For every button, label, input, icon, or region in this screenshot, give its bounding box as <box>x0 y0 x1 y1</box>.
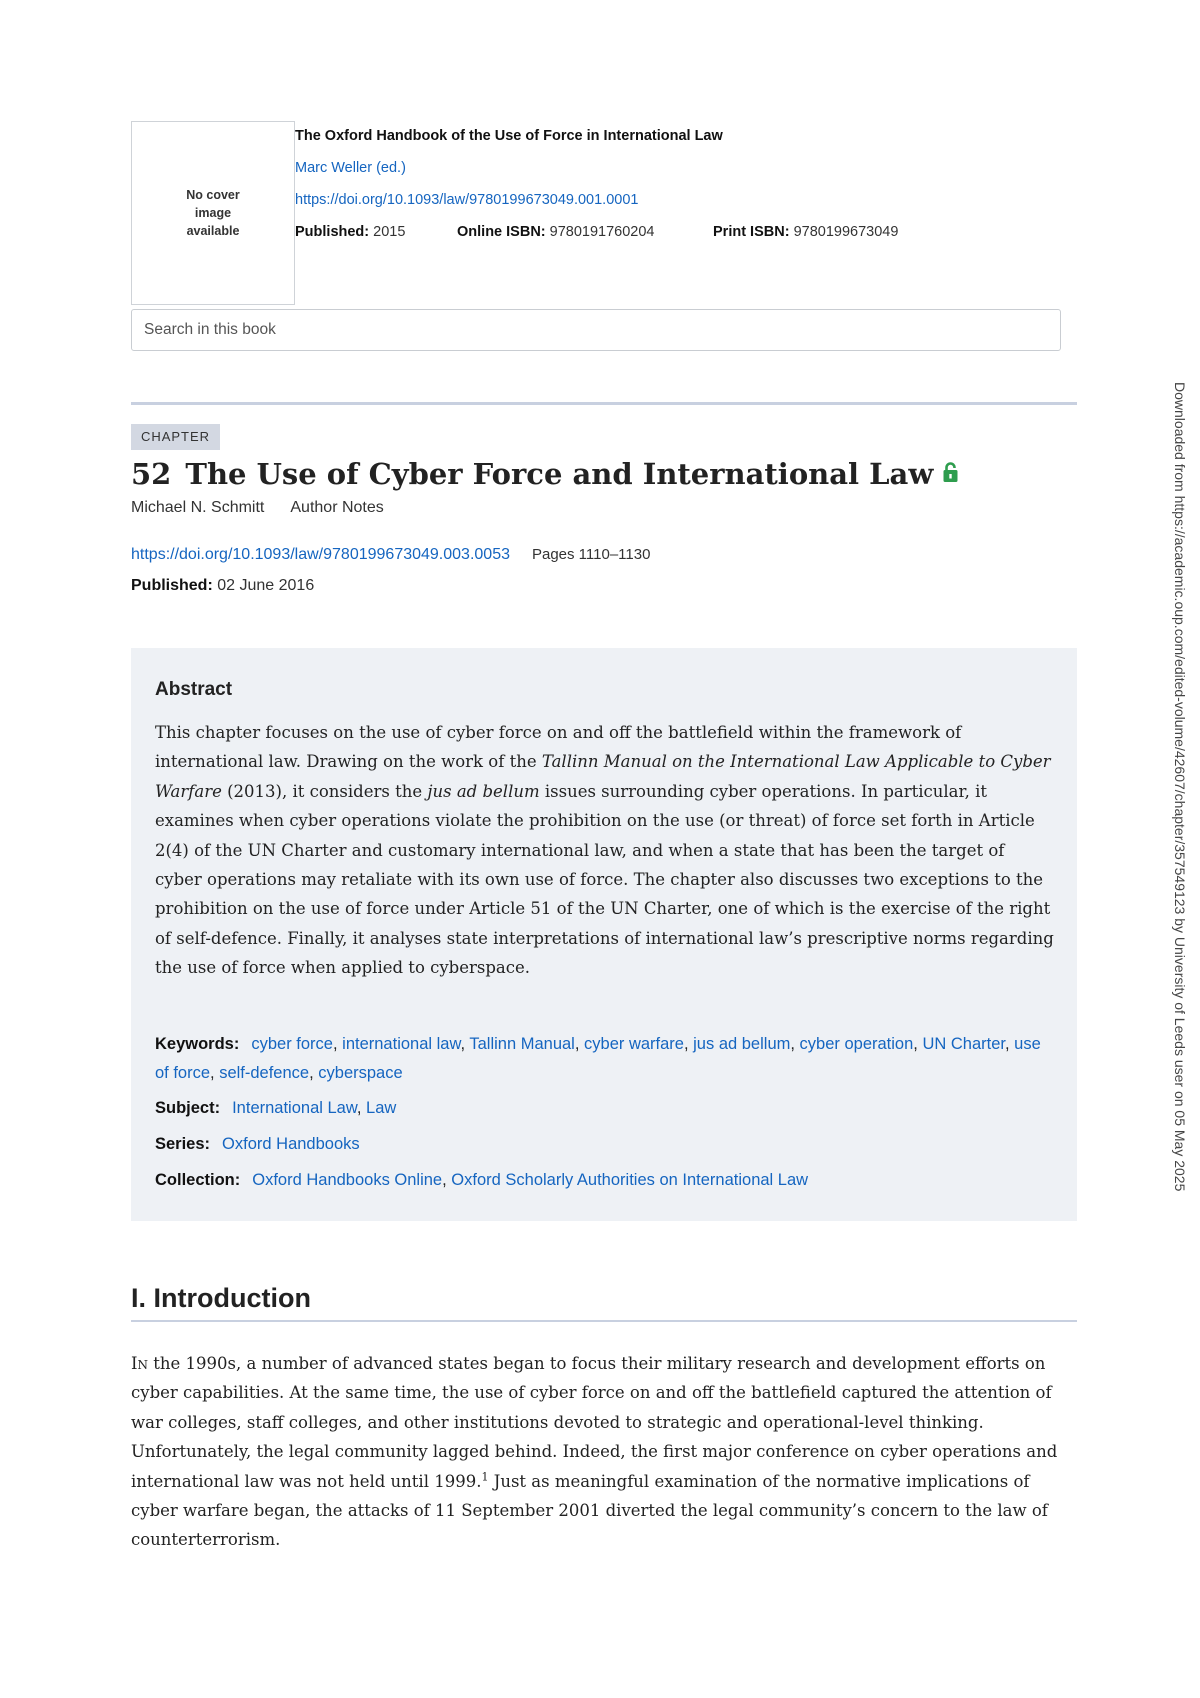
chapter-doi-row <box>131 544 650 566</box>
book-published-label: Published: <box>295 224 370 240</box>
download-watermark <box>1168 382 1198 1322</box>
print-isbn-label: Print ISBN: <box>713 224 790 240</box>
book-editor-link[interactable]: Marc Weller (ed.) <box>295 160 406 176</box>
chapter-title-text: The Use of Cyber Force and International Law <box>185 457 934 491</box>
collection-list: Oxford Handbooks Online, Oxford Scholarly Authorities on International Law <box>252 1171 809 1189</box>
chapter-published-label: Published: <box>131 577 213 594</box>
chapter-badge: CHAPTER <box>131 424 220 450</box>
series-list <box>222 1135 360 1153</box>
online-isbn-label: Online ISBN: <box>457 224 546 240</box>
collection-link[interactable]: Oxford Handbooks Online <box>252 1171 443 1189</box>
chapter-pages: Pages 1110–1130 <box>531 546 651 563</box>
author-row <box>131 497 384 519</box>
chapter-number: 52 <box>131 457 172 491</box>
keywords-list: cyber force, international law, Tallinn Manual, cyber warfare, jus ad bellum, cyber operation, UN Charter, use of force, self-defence, cyberspace <box>155 1035 1041 1082</box>
section-divider <box>131 1320 1077 1322</box>
chapter-metadata <box>155 1030 1055 1196</box>
book-published-value: 2015 <box>373 224 406 240</box>
book-title[interactable]: The Oxford Handbook of the Use of Force in International Law <box>295 128 723 144</box>
lock-icon <box>943 451 958 495</box>
section-heading: I. Introduction <box>131 1283 311 1313</box>
book-search-box <box>131 309 1061 351</box>
keywords-row <box>155 1030 1055 1088</box>
book-online-isbn <box>457 222 713 242</box>
keywords-label: Keywords: <box>155 1035 240 1053</box>
keyword-link[interactable]: use of force <box>155 1035 1041 1082</box>
book-header <box>131 121 1061 305</box>
abstract-panel <box>131 648 1077 1221</box>
abstract-text: This chapter focuses on the use of cyber force on and off the battlefield within the framework of international law. Drawing on the work of the Tallinn Manual on the International Law Applicable to Cyber Warfare (2013), it considers the jus ad bellum issues surrounding cyber operations. In particular, it examines when cyber operations violate the prohibition on the use (or threat) of force set forth in Article 2(4) of the UN Charter and customary international law, and when a state that has been the target of cyber operations may retaliate with its own use of force. The chapter also discusses two exceptions to the prohibition on the use of force under Article 51 of the UN Charter, one of which is the exercise of the right of self-defence. Finally, it analyses state interpretations of international law’s prescriptive norms regarding the use of force when applied to cyberspace. <box>155 723 1054 978</box>
chapter-published <box>131 575 314 597</box>
subject-link[interactable]: International Law <box>232 1099 357 1117</box>
keyword-link[interactable]: self-defence <box>219 1064 310 1082</box>
keyword-link[interactable]: international law <box>342 1035 461 1053</box>
series-row <box>155 1130 1055 1160</box>
keyword-link[interactable]: UN Charter <box>922 1035 1005 1053</box>
header-divider <box>131 402 1077 405</box>
keyword-link[interactable]: cyber warfare <box>584 1035 684 1053</box>
keyword-link[interactable]: jus ad bellum <box>693 1035 791 1053</box>
download-note-text: Downloaded from https://academic.oup.com/edited-volume/42607/chapter/357549123 by University of Leeds user on 05 May 2025 <box>1172 382 1188 1192</box>
abstract-heading: Abstract <box>155 679 233 700</box>
chapter-title <box>131 452 958 496</box>
book-cover-placeholder <box>131 121 295 305</box>
print-isbn-value: 9780199673049 <box>793 224 899 240</box>
book-search-input[interactable] <box>132 310 1060 350</box>
keyword-link[interactable]: cyber operation <box>799 1035 914 1053</box>
collection-row <box>155 1166 1055 1196</box>
keyword-link[interactable]: Tallinn Manual <box>469 1035 575 1053</box>
series-label: Series: <box>155 1135 211 1153</box>
subject-list: International Law, Law <box>232 1099 397 1117</box>
book-doi-link[interactable]: https://doi.org/10.1093/law/9780199673049.001.0001 <box>295 192 639 208</box>
book-meta <box>295 121 1055 242</box>
footnote-ref[interactable]: 1 <box>481 1470 489 1484</box>
cover-placeholder-text: No cover image available <box>186 188 240 238</box>
author-name[interactable]: Michael N. Schmitt <box>131 499 265 516</box>
collection-label: Collection: <box>155 1171 241 1189</box>
keyword-link[interactable]: cyberspace <box>318 1064 403 1082</box>
introduction-paragraph: In the 1990s, a number of advanced states began to focus their military research and development efforts on cyber capabilities. At the same time, the use of cyber force on and off the battlefield captured the attention of war colleges, staff colleges, and other institutions devoted to strategic and operational-level thinking. Unfortunately, the legal community lagged behind. Indeed, the first major conference on cyber operations and international law was not held until 1999.$^1$ Just as meaningful examination of the normative implications of cyber warfare began, the attacks of 11 September 2001 diverted the legal community’s concern to the law of counterterrorism. <box>131 1354 1058 1550</box>
subject-link[interactable]: Law <box>366 1099 397 1117</box>
subject-label: Subject: <box>155 1099 221 1117</box>
series-link[interactable]: Oxford Handbooks <box>222 1135 360 1153</box>
book-print-isbn <box>713 222 898 242</box>
book-published <box>295 222 457 242</box>
collection-link[interactable]: Oxford Scholarly Authorities on International Law <box>451 1171 809 1189</box>
online-isbn-value: 9780191760204 <box>549 224 655 240</box>
chapter-doi-link[interactable]: https://doi.org/10.1093/law/9780199673049.003.0053 <box>131 546 510 563</box>
author-notes-link[interactable]: Author Notes <box>290 499 384 516</box>
subject-row <box>155 1094 1055 1124</box>
chapter-published-value: 02 June 2016 <box>217 577 315 594</box>
book-publication-info <box>295 222 1055 242</box>
keyword-link[interactable]: cyber force <box>251 1035 333 1053</box>
